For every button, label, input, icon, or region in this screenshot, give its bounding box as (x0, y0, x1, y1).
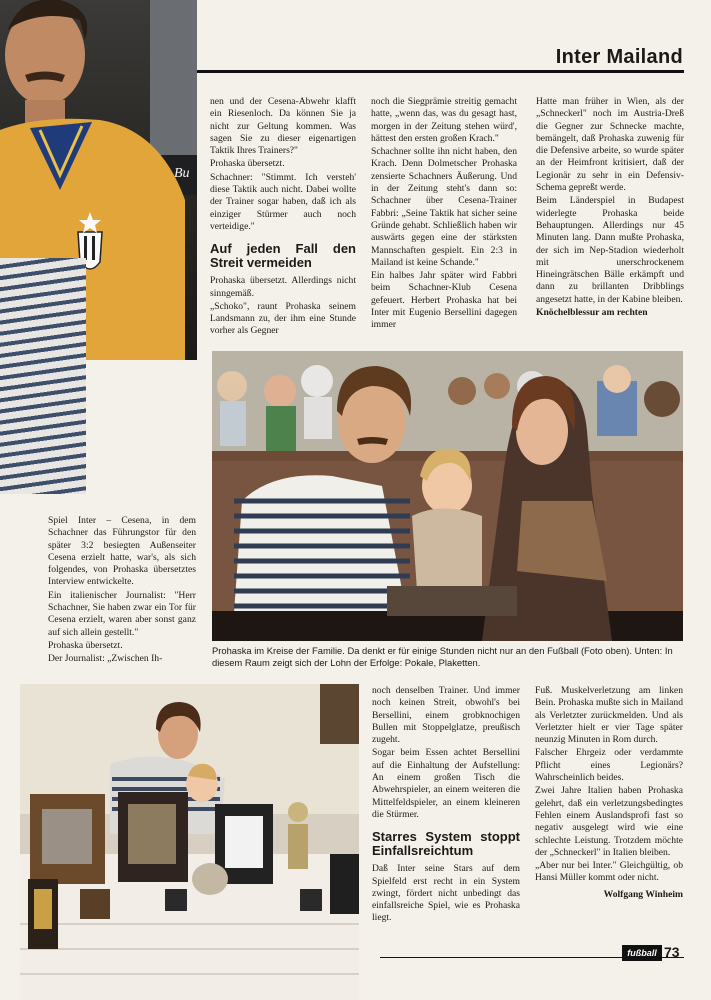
family-photo-drawing (212, 351, 683, 641)
article-left-column (48, 515, 196, 667)
paragraph: Ein halbes Jahr später wird Fabbri beim Schachner-Klub Cesena gefeuert. Herbert Prohaska hat bei Inter mit Eugenio Bersellini dagegen immer (371, 270, 517, 331)
paragraph: „Schoko", raunt Prohaska seinem Landsmann zu, der ihm eine Stunde vorher als Gegner (210, 300, 356, 337)
page-number: 73 (664, 944, 680, 960)
paragraph: Prohaska übersetzt. (210, 158, 285, 170)
article-column-5 (535, 685, 683, 902)
paragraph: Der Journalist: „Zwischen Ih- (48, 653, 163, 665)
magazine-logo-text: fußball (627, 948, 657, 958)
article-column-1 (210, 96, 356, 339)
subheading: Starres System stoppt Einfallsreichtum (372, 829, 520, 859)
article-column-4 (372, 685, 520, 926)
stadium-ad-text: Bu (174, 166, 190, 181)
trophies-photo-drawing (20, 684, 359, 1000)
paragraph: Knöchelblessur am rechten (536, 307, 648, 319)
paragraph: Fuß. Muskelverletzung am linken Bein. Prohaska mußte sich in Mailand als Verletzter zurückmelden. Und als Verletzter hielt er vier Tage später neunzig Minuten in Rom durch. (535, 685, 683, 746)
paragraph: Falscher Ehrgeiz oder verdammte Pflicht eines Legionärs? Wahrscheinlich beides. (535, 747, 683, 784)
magazine-logo (622, 945, 662, 961)
paragraph: Sogar beim Essen achtet Bersellini auf die Einhaltung der Aufstellung: An einem großen Tisch die Abwehrspieler, an einem weiteren die Mittelfeldspieler, an einem kleineren die Stürmer. (372, 747, 520, 820)
paragraph: noch denselben Trainer. Und immer noch keinen Streit, obwohl's bei Bersellini, einem grobknochigen Bullen mit Stoppelglatze, preußisch zugeht. (372, 685, 520, 746)
paragraph: Spiel Inter – Cesena, in dem Schachner das Führungstor für den später 3:2 besiegten Außenseiter Cesena erzielt hatte, war's, als sich folgendes, von Prohaska übersetztes Interview entwickelte. (48, 515, 196, 588)
paragraph: Schachner: "Stimmt. Ich versteh' diese Taktik auch nicht. Dabei wollte der Trainer sogar haben, daß ich als einziger Stürmer auch noch verteidige." (210, 171, 356, 232)
paragraph: Prohaska übersetzt. (48, 639, 123, 651)
header-rule (196, 70, 684, 73)
paragraph: Beim Länderspiel in Budapest widerlegte Prohaska beide Behauptungen. Allerdings nur 45 Minuten lang. Dann mußte Prohaska, der sich im Nep-Stadion wiederholt mit unerschrockenem Hineingrätschen Bälle erkämpft und dann zu brillanten Dribblings angesetzt hatte, in der Kabine bleiben. (536, 195, 684, 305)
paragraph: nen und der Cesena-Abwehr klafft ein Riesenloch. Da können Sie ja nicht zur Geltung kommen. Was sagen Sie zu dieser eigenartigen Taktik Ihres Trainers?" (210, 96, 356, 157)
paragraph: Zwei Jahre Italien haben Prohaska gelehrt, daß ein verletzungsbedingtes Fehlen einem Auslandsprofi fast so negativ ausgelegt wird wie eine schlechte Leistung. Trotzdem möchte der „Schneckerl" in Italien bleiben. (535, 785, 683, 858)
paragraph: Schachner sollte ihn nicht haben, den Krach. Denn Dolmetscher Prohaska zensierte Schachners Äußerung. Und in der Zeitung steht's dann so: Schachner über Cesena-Trainer Fabbri: „Seine Taktik hat sicher seine Gründe gehabt. Schließlich haben wir auswärts gegen eine der stärksten Mannschaften gespielt. Ein 2:3 in Mailand ist keine Schande." (371, 146, 517, 268)
paragraph: Ein italienischer Journalist: "Herr Schachner, Sie haben zwar ein Tor für Cesena erzielt, waren aber sonst ganz auf sich allein gestellt." (48, 589, 196, 638)
subheading: Auf jeden Fall den Streit vermeiden (210, 241, 356, 271)
photo-caption: Prohaska im Kreise der Familie. Da denkt er für einige Stunden nicht nur an den Fußball (Foto oben). Unten: In diesem Raum zeigt sich der Lohn der Erfolge: Pokale, Plaketten. (212, 645, 673, 668)
section-title: Inter Mailand (555, 46, 683, 68)
paragraph: noch die Siegprämie streitig gemacht hatte, „wenn das, was du gesagt hast, morgen in der Zeitung stehen würd', hättest den ersten großen Krach." (371, 96, 517, 144)
author-byline: Wolfgang Winheim (603, 888, 683, 900)
article-column-2 (371, 96, 517, 333)
paragraph: Prohaska übersetzt. Allerdings nicht sinngemäß. (210, 275, 356, 299)
striped-shirt-photo-strip (0, 258, 86, 494)
paragraph: Daß Inter seine Stars auf dem Spielfeld erst recht in ein System zwingt, fördert nicht unbedingt das einfallsreiche Spiel, wie es Prohaska liegt. (372, 863, 520, 924)
article-column-3 (536, 96, 684, 320)
trophies-photo (20, 684, 359, 1000)
family-photo (212, 351, 683, 641)
paragraph: „Aber nur bei Inter." Gleichgültig, ob Hansi Müller kommt oder nicht. (535, 860, 683, 884)
paragraph: Hatte man früher in Wien, als der „Schneckerl" noch im Austria-Dreß die Gegner zur Schnecke machte, bemängelt, daß Prohaska zuwenig für die Defensive arbeite, so wurde später an der Heimfront kritisiert, daß der Legionär zu sehr in ein Defensiv-Schema gepreßt werde. (536, 96, 684, 194)
